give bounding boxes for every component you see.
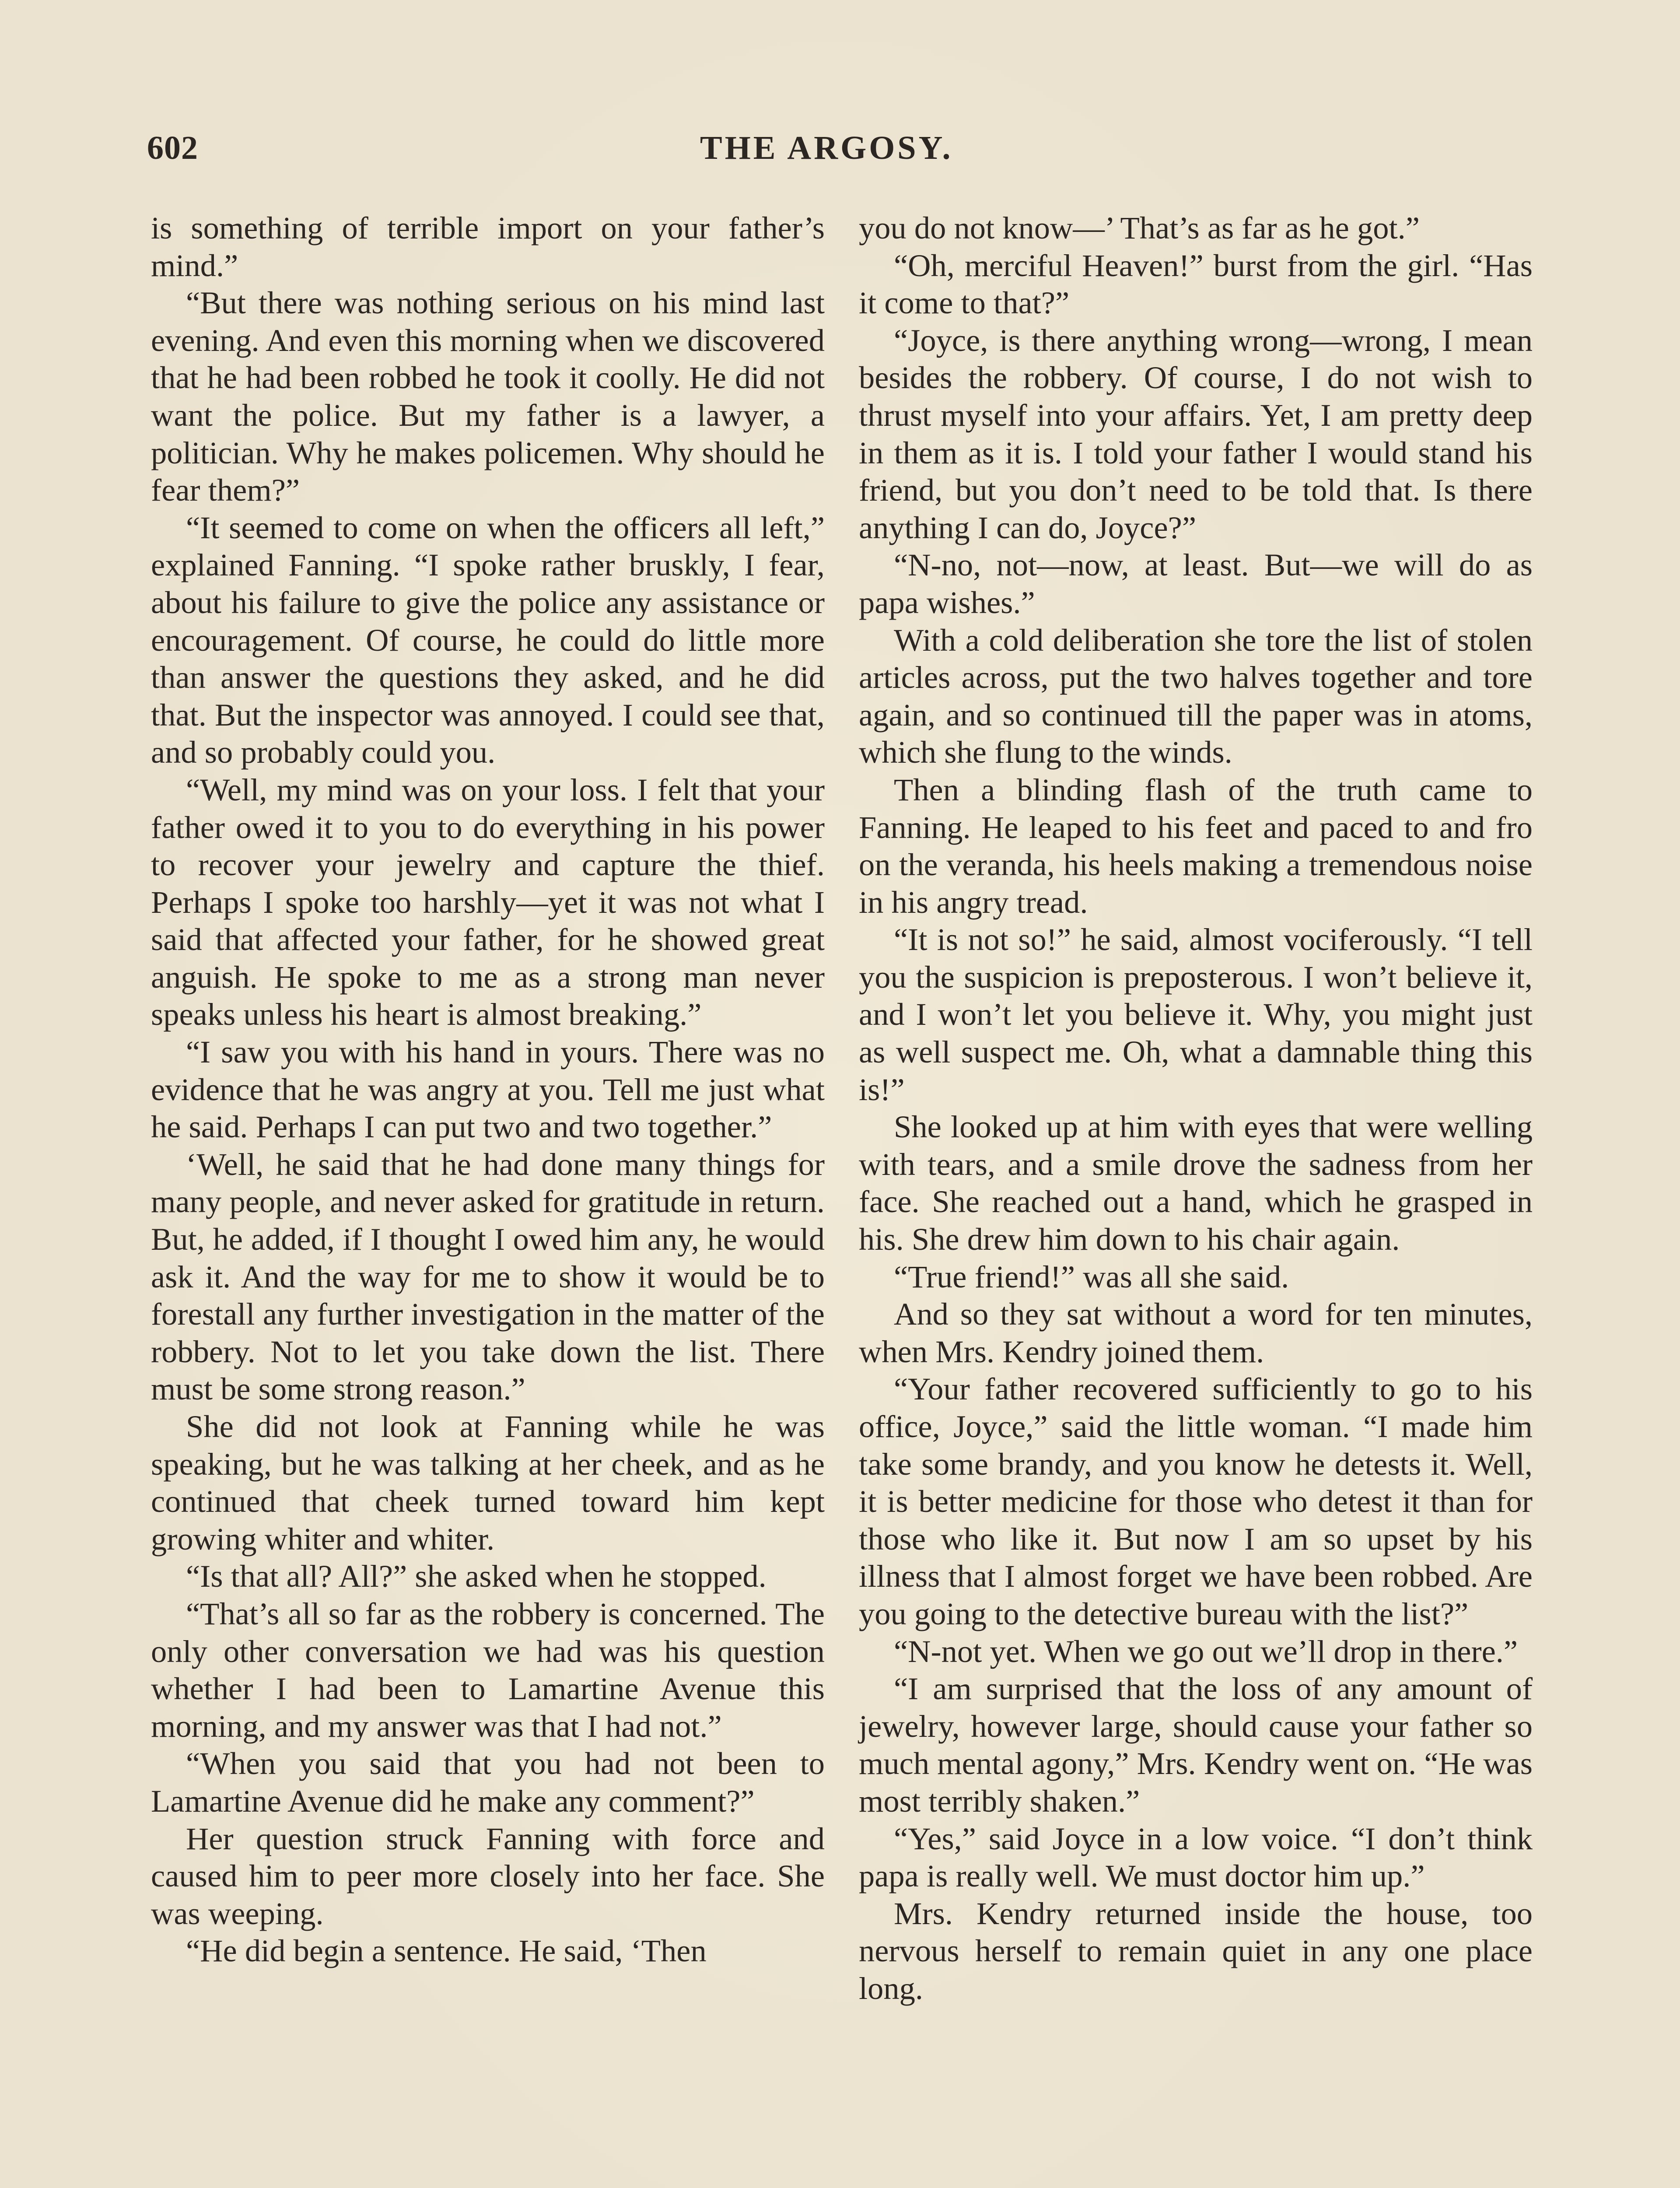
paragraph: “But there was nothing serious on his mind last evening. And even this morning when we discovered that he had been robbed he took it coolly. He did not want the police. But my father is a lawyer, a politician. Why he makes policemen. Why should he fear them?” xyxy=(151,285,825,508)
paragraph: “True friend!” was all she said. xyxy=(894,1259,1289,1294)
paragraph: “N-not yet. When we go out we’ll drop in there.” xyxy=(894,1633,1518,1669)
paragraph: you do not know—’ That’s as far as he got.” xyxy=(859,210,1420,245)
paragraph: “It seemed to come on when the officers all left,” explained Fanning. “I spoke rather bruskly, I fear, about his failure to give the police any assistance or encouragement. Of course, he could do little more than answer the questions they asked, and he did that. But the inspector was annoyed. I could see that, and so probably could you. xyxy=(151,509,825,770)
paragraph: Her question struck Fanning with force and caused him to peer more closely into her face. She was weeping. xyxy=(151,1820,825,1931)
paragraph: “Yes,” said Joyce in a low voice. “I don’t think papa is really well. We must doctor him up.” xyxy=(859,1820,1533,1894)
paragraph: “It is not so!” he said, almost vociferously. “I tell you the suspicion is preposterous. I won’t believe it, and I won’t let you believe it. Why, you might just as well suspect me. Oh, what a damnable thing this is!” xyxy=(859,922,1533,1107)
paragraph: “I saw you with his hand in yours. There was no evidence that he was angry at you. Tell me just what he said. Perhaps I can put two and two together.” xyxy=(151,1034,825,1145)
left-column xyxy=(151,209,825,1970)
paragraph: “N-no, not—now, at least. But—we will do as papa wishes.” xyxy=(859,547,1533,620)
paragraph: With a cold deliberation she tore the list of stolen articles across, put the two halves together and tore again, and so continued till the paper was in atoms, which she flung to the winds. xyxy=(859,622,1533,770)
paragraph: “He did begin a sentence. He said, ‘Then xyxy=(186,1933,707,1969)
paragraph: And so they sat without a word for ten minutes, when Mrs. Kendry joined them. xyxy=(859,1296,1533,1369)
page-number: 602 xyxy=(147,130,198,166)
paragraph: Then a blinding flash of the truth came to Fanning. He leaped to his feet and paced to and fro on the veranda, his heels making a tremendous noise in his angry tread. xyxy=(859,771,1533,920)
paragraph: is something of terrible import on your father’s mind.” xyxy=(151,210,825,283)
paragraph: She did not look at Fanning while he was speaking, but he was talking at her cheek, and as he continued that cheek turned toward him kept growing whiter and whiter. xyxy=(151,1409,825,1557)
paragraph: “I am surprised that the loss of any amount of jewelry, however large, should cause your father so much mental agony,” Mrs. Kendry went on. “He was most terribly shaken.” xyxy=(859,1671,1533,1819)
paragraph: ‘Well, he said that he had done many things for many people, and never asked for gratitude in return. But, he added, if I thought I owed him any, he would ask it. And the way for me to show it would be to forestall any further investigation in the matter of the robbery. Not to let you take down the list. There must be some strong reason.” xyxy=(151,1146,825,1407)
paragraph: “Well, my mind was on your loss. I felt that your father owed it to you to do everything in his power to recover your jewelry and capture the thief. Perhaps I spoke too harshly—yet it was not what I said that affected your father, for he showed great anguish. He spoke to me as a strong man never speaks unless his heart is almost breaking.” xyxy=(151,771,825,1032)
paragraph: “Is that all? All?” she asked when he stopped. xyxy=(186,1558,766,1594)
paragraph: “Oh, merciful Heaven!” burst from the girl. “Has it come to that?” xyxy=(859,247,1533,321)
paragraph: “That’s all so far as the robbery is concerned. The only other conversation we had was his question whether I had been to Lamartine Avenue this morning, and my answer was that I had not.” xyxy=(151,1595,825,1744)
paragraph: She looked up at him with eyes that were welling with tears, and a smile drove the sadness from her face. She reached out a hand, which he grasped in his. She drew him down to his chair again. xyxy=(859,1109,1533,1257)
paragraph: Mrs. Kendry returned inside the house, too nervous herself to remain quiet in any one place long. xyxy=(859,1895,1533,2006)
paragraph: “Your father recovered sufficiently to go to his office, Joyce,” said the little woman. “I made him take some brandy, and you know he detests it. Well, it is better medicine for those who detest it than for those who like it. But now I am so upset by his illness that I almost forget we have been robbed. Are you going to the detective bureau with the list?” xyxy=(859,1371,1533,1631)
paragraph: “Joyce, is there anything wrong—wrong, I mean besides the robbery. Of course, I do not wish to thrust myself into your affairs. Yet, I am pretty deep in them as it is. I told your father I would stand his friend, but you don’t need to be told that. Is there anything I can do, Joyce?” xyxy=(859,322,1533,545)
running-head: THE ARGOSY. xyxy=(700,130,953,166)
right-column xyxy=(859,209,1533,2007)
paragraph: “When you said that you had not been to Lamartine Avenue did he make any comment?” xyxy=(151,1746,825,1819)
